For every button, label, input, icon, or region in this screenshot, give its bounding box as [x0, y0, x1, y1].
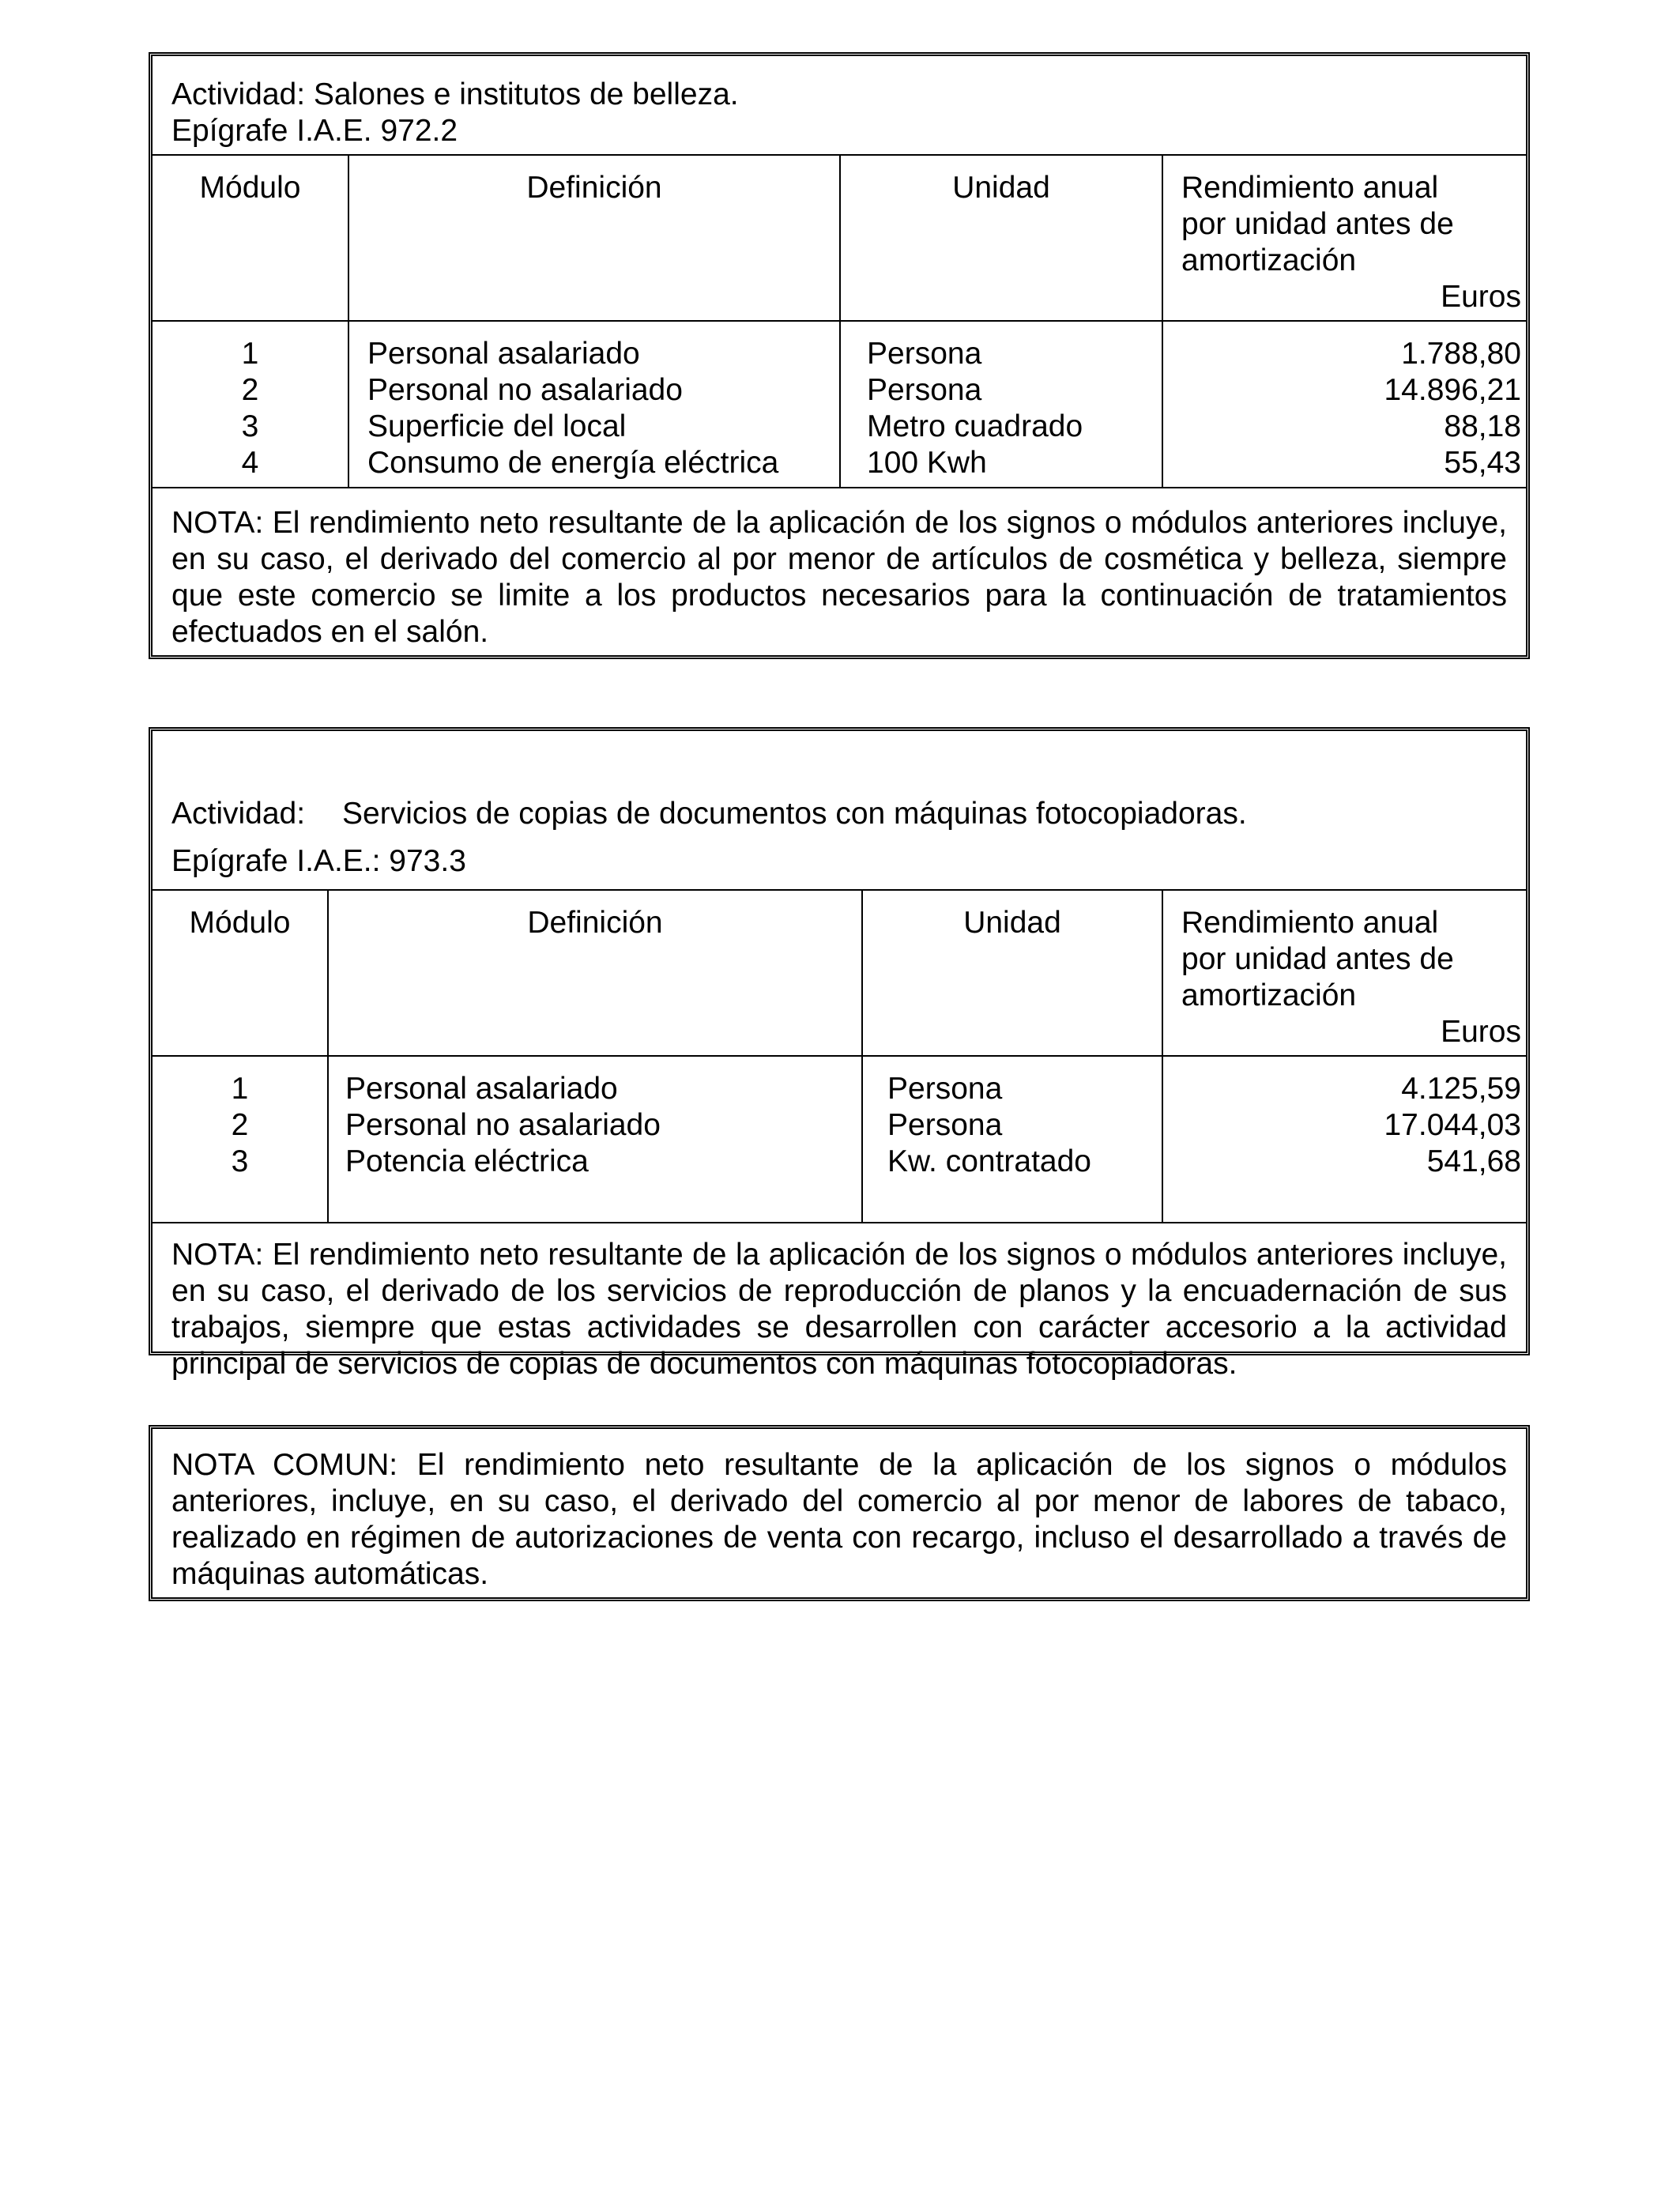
- header-rendimiento-3: amortización: [1181, 243, 1357, 277]
- row-valor: 55,43: [1444, 446, 1521, 480]
- row-definicion: Personal asalariado: [345, 1072, 618, 1106]
- row-modulo: 3: [241, 409, 259, 443]
- row-unidad: 100 Kwh: [867, 446, 987, 480]
- row-valor: 88,18: [1444, 409, 1521, 443]
- row-unidad: Persona: [887, 1108, 1003, 1142]
- row-modulo: 1: [231, 1072, 249, 1106]
- header-rendimiento-1: Rendimiento anual: [1181, 906, 1439, 940]
- header-modulo: Módulo: [189, 906, 291, 940]
- row-unidad: Persona: [887, 1072, 1003, 1106]
- row-definicion: Personal no asalariado: [345, 1108, 661, 1142]
- row-modulo: 2: [231, 1108, 249, 1142]
- row-modulo: 4: [241, 446, 259, 480]
- table-header-block: [153, 56, 1526, 156]
- header-divider: [153, 320, 1526, 322]
- row-modulo: 3: [231, 1144, 249, 1178]
- body-divider: [153, 1222, 1526, 1223]
- header-unidad: Unidad: [963, 906, 1061, 940]
- row-unidad: Persona: [867, 373, 982, 407]
- actividad-label: Actividad:: [171, 797, 306, 831]
- body-divider: [153, 487, 1526, 488]
- row-unidad: Kw. contratado: [887, 1144, 1091, 1178]
- row-unidad: Metro cuadrado: [867, 409, 1083, 443]
- row-definicion: Personal no asalariado: [367, 373, 683, 407]
- actividad-text: Servicios de copias de documentos con máquinas fotocopiadoras.: [342, 797, 1247, 831]
- header-definicion: Definición: [526, 171, 662, 205]
- epigrafe-line: Epígrafe I.A.E.: 973.3: [171, 844, 466, 878]
- table-header-block: [153, 731, 1526, 891]
- header-rendimiento-2: por unidad antes de: [1181, 942, 1454, 976]
- row-definicion: Consumo de energía eléctrica: [367, 446, 779, 480]
- nota-text: NOTA: El rendimiento neto resultante de la aplicación de los signos o módulos anteriores incluye, en su caso, el derivado del comercio al por menor de artículos de cosmética y belleza, siempre que este comercio se limite a los productos necesarios para la continuación de tratamientos efectuados en el salón.: [171, 506, 1507, 649]
- row-definicion: Personal asalariado: [367, 337, 640, 371]
- header-rendimiento-2: por unidad antes de: [1181, 207, 1454, 241]
- row-valor: 1.788,80: [1401, 337, 1521, 371]
- row-modulo: 2: [241, 373, 259, 407]
- row-definicion: Superficie del local: [367, 409, 627, 443]
- nota-comun-text: NOTA COMUN: El rendimiento neto resultante de la aplicación de los signos o módulos anteriores, incluye, en su caso, el derivado del comercio al por menor de labores de tabaco, realizado en régimen de autorizaciones de venta con recargo, incluso el desarrollado a través de máquinas automáticas.: [171, 1448, 1507, 1591]
- row-valor: 4.125,59: [1401, 1072, 1521, 1106]
- header-euros: Euros: [1441, 1015, 1521, 1049]
- row-unidad: Persona: [867, 337, 982, 371]
- table-copias-documentos: [149, 727, 1530, 1381]
- header-rendimiento-1: Rendimiento anual: [1181, 171, 1439, 205]
- actividad-line: Actividad: Salones e institutos de belleza.: [171, 77, 739, 111]
- header-rendimiento-3: amortización: [1181, 978, 1357, 1012]
- row-valor: 541,68: [1426, 1144, 1521, 1178]
- row-definicion: Potencia eléctrica: [345, 1144, 589, 1178]
- header-definicion: Definición: [527, 906, 663, 940]
- epigrafe-line: Epígrafe I.A.E. 972.2: [171, 114, 458, 148]
- nota-text: NOTA: El rendimiento neto resultante de la aplicación de los signos o módulos anteriores incluye, en su caso, el derivado de los servicios de reproducción de planos y la encuadernación de sus trabajos, siempre que estas actividades se desarrollen con carácter accesorio a la actividad principal de servicios de copias de documentos con máquinas fotocopiadoras.: [171, 1238, 1507, 1381]
- row-modulo: 1: [241, 337, 259, 371]
- nota-comun-box: [149, 1425, 1530, 1601]
- header-divider: [153, 1055, 1526, 1057]
- row-valor: 17.044,03: [1384, 1108, 1521, 1142]
- table-salones-belleza: [149, 52, 1530, 659]
- row-valor: 14.896,21: [1384, 373, 1521, 407]
- header-modulo: Módulo: [199, 171, 301, 205]
- header-euros: Euros: [1441, 280, 1521, 314]
- header-unidad: Unidad: [952, 171, 1050, 205]
